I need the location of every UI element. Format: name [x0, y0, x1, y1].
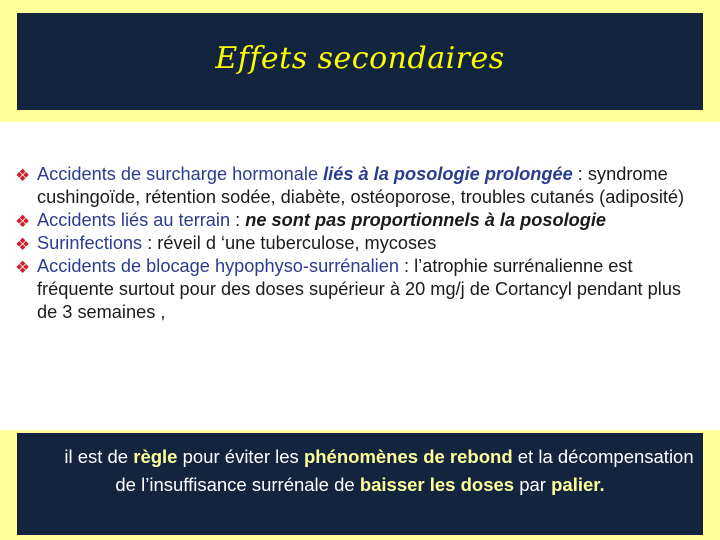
bullet-lead: Accidents de surcharge hormonale: [37, 164, 324, 184]
slide-title: Effets secondaires: [215, 41, 505, 76]
bullet-text: : l’atrophie surrénalienne est fréquente surtout pour des doses supérieur à 20 mg/j de Cortancyl pendant plus de 3 semaines ,: [37, 256, 682, 322]
bullet-lead: Surinfections: [37, 233, 143, 253]
title-band: [0, 0, 720, 122]
diamond-bullet-icon: ❖: [15, 258, 31, 277]
bullet-item: [15, 163, 705, 209]
bullet-lead: Accidents liés au terrain: [37, 210, 231, 230]
note-highlight: baisser les doses: [359, 474, 515, 495]
diamond-bullet-icon: ❖: [15, 235, 31, 254]
note-highlight: palier.: [551, 474, 605, 495]
bullet-separator: :: [230, 210, 246, 230]
bullet-text: : réveil d ‘une tuberculose, mycoses: [142, 233, 437, 253]
note-text: pour éviter les: [177, 446, 304, 467]
note-text: et la décompensation de l’insuffisance surrénale de: [115, 446, 694, 495]
bullet-emphasis: ne sont pas proportionnels à la posologie: [245, 210, 607, 230]
title-box: [17, 13, 703, 110]
note-highlight: règle: [133, 446, 178, 467]
note-text: par: [514, 474, 552, 495]
diamond-bullet-icon: ❖: [15, 212, 31, 231]
note-highlight: phénomènes de rebond: [303, 446, 513, 467]
bullet-list: [15, 163, 705, 324]
bullet-item: [15, 209, 705, 232]
diamond-bullet-icon: ❖: [15, 166, 31, 185]
bullet-text: : syndrome cushingoïde, rétention sodée, diabète, ostéoporose, troubles cutanés (adiposité): [37, 164, 685, 207]
bullet-item: [15, 255, 705, 324]
bullet-lead: Accidents de blocage hypophyso-surrénalien: [37, 256, 399, 276]
note-box: [17, 433, 703, 535]
bullet-emphasis: liés à la posologie prolongée: [323, 164, 573, 184]
note-text: il est de: [64, 446, 134, 467]
bullet-item: [15, 232, 705, 255]
